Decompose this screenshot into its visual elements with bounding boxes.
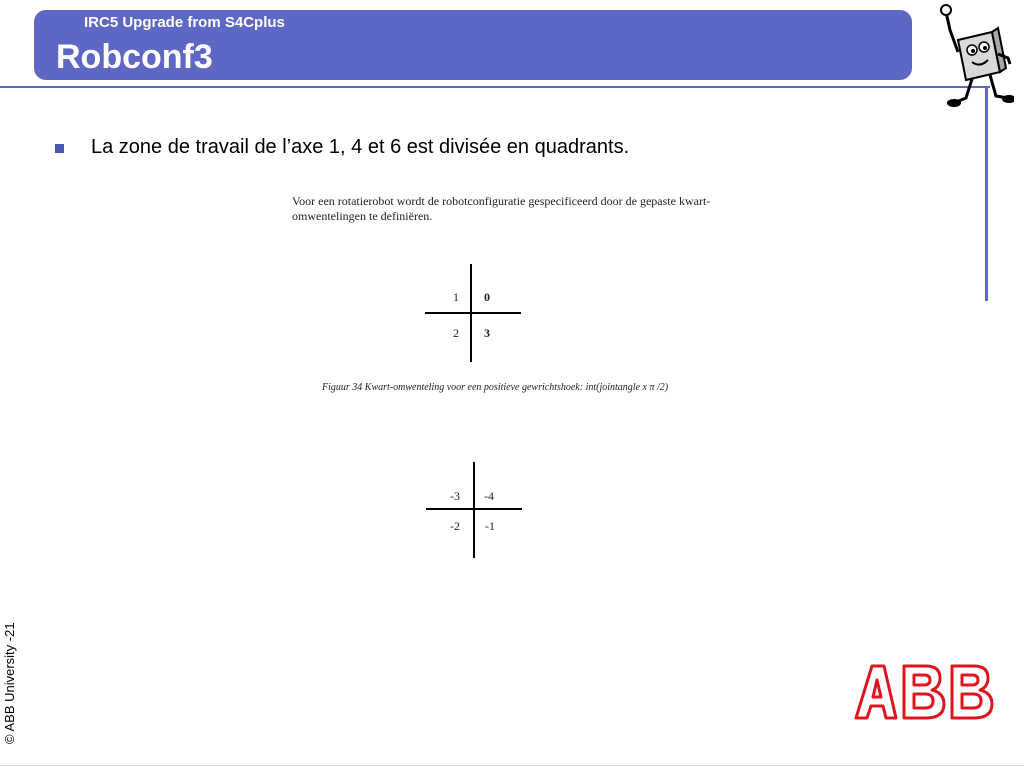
header-subtitle: IRC5 Upgrade from S4Cplus <box>84 14 285 31</box>
paragraph-line-2: omwentelingen te definiëren. <box>292 209 433 223</box>
quadrant-diagram-negative <box>426 462 522 558</box>
scanned-paragraph <box>292 194 742 224</box>
quadrant-top-right: -4 <box>484 489 494 503</box>
quadrant-horizontal-axis <box>426 508 522 510</box>
quadrant-horizontal-axis <box>425 312 521 314</box>
paragraph-line-1: Voor een rotatierobot wordt de robotconfiguratie gespecificeerd door de gepaste kwart- <box>292 194 711 208</box>
square-bullet-icon <box>55 144 64 153</box>
bullet-text: La zone de travail de l’axe 1, 4 et 6 est divisée en quadrants. <box>91 136 630 158</box>
quadrant-top-right: 0 <box>484 290 490 304</box>
abb-logo-icon <box>852 660 1000 722</box>
quadrant-bottom-right: -1 <box>485 519 495 533</box>
header-bar <box>34 10 912 80</box>
quadrant-top-left: -3 <box>450 489 460 503</box>
mascot-icon <box>936 2 1014 112</box>
quadrant-bottom-left: 2 <box>453 326 459 340</box>
quadrant-top-left: 1 <box>453 290 459 304</box>
bottom-rule <box>0 765 1024 766</box>
quadrant-bottom-right: 3 <box>484 326 490 340</box>
vertical-rule <box>985 86 988 301</box>
quadrant-vertical-axis <box>473 462 475 558</box>
figure-caption: Figuur 34 Kwart-omwenteling voor een positieve gewrichtshoek: int(jointangle x π /2) <box>322 382 669 393</box>
quadrant-diagram-positive <box>425 264 521 362</box>
page-title: Robconf3 <box>56 38 213 76</box>
horizontal-rule <box>0 86 990 88</box>
quadrant-bottom-left: -2 <box>450 519 460 533</box>
copyright-text: © ABB University -21 <box>2 622 17 744</box>
